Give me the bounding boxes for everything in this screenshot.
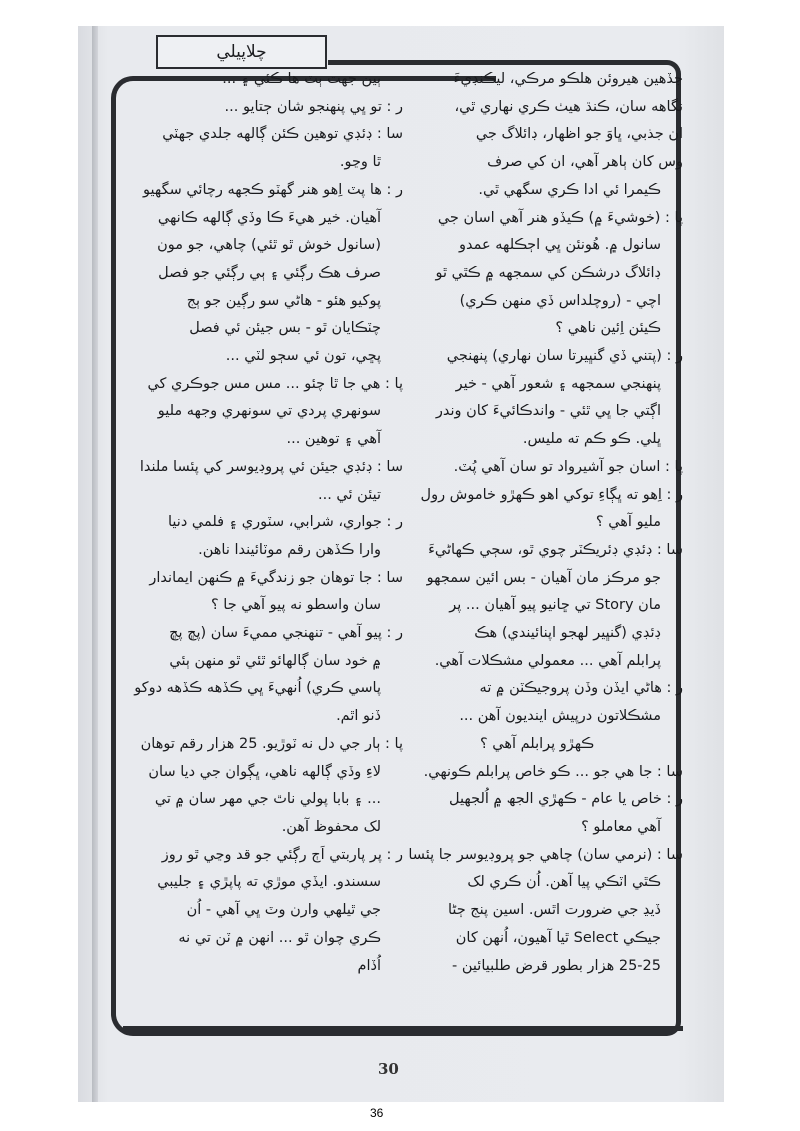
section-title: چلاپيلي [216, 42, 267, 62]
text-line: 25-25 هزار بطور قرض طلبيائين - [452, 957, 661, 974]
text-line: سا : (نرمي سان) چاهي جو پروڊيوسر جا پئسا [408, 846, 683, 863]
section-title-tab [156, 35, 327, 69]
text-line: سونهري پردي تي سونهري وجهه مليو [157, 403, 381, 420]
text-line: جڏهين هيروئن هلڪو مرڪي، ليڪنڊيءَ [453, 71, 683, 87]
text-line: ۾ خود سان ڳالهائو ٿئي ٿو منهن ٻئي [169, 652, 381, 669]
text-line: آهي ۽ توهين ... [286, 431, 381, 448]
text-line: صرف هڪ رڳئي ۽ ٻي رڳئي جو فصل [158, 264, 381, 281]
text-line: جو مرڪز مان آهيان - بس ائين سمجهو [426, 569, 661, 586]
text-line: وارا ڪڏهن رقم موٽائيندا ناهن. [198, 541, 381, 558]
text-line: اچي - (روچلداس ڏي منهن ڪري) [459, 292, 661, 309]
text-line: ان جذبي، ڀاوَ جو اظهار، ڊائلاگ جي [475, 126, 683, 143]
text-line: ر : هاڻي ايڏن وڏن پروجيڪٽن ۾ ته [479, 680, 683, 697]
text-line: ر : اِهو ته ڀڳاءِ توکي اهو ڪهڙو خاموش رول [420, 486, 683, 503]
page-frame-top [328, 60, 418, 65]
text-line: ڏنو اٿم. [336, 708, 381, 725]
text-line: مان Story تي ڇانيو پيو آهيان ... پر [449, 597, 661, 614]
text-line: پڇي، تون ئي سڄو لٽي ... [225, 348, 381, 365]
text-line: ڪيمرا ئي ادا ڪري سگهي ٿي. [478, 181, 661, 198]
book-spine-shadow [92, 26, 98, 1102]
document-page-number: 36 [370, 1106, 384, 1120]
page-frame-bottom [123, 1026, 683, 1031]
text-line: لک محفوظ آهن. [281, 818, 381, 835]
text-line: اڳتي جا ڀي ٿئي - واندڪائيءَ کان وندر [435, 403, 661, 420]
text-line: پا : اسان جو آشيرواد تو سان آهي پُٽ. [453, 458, 683, 475]
text-line: پنهنجي سمجهه ۽ شعور آهي - خير [455, 375, 661, 392]
text-line: پاسي ڪري) اُنهيءَ ڀي ڪڏهه ڪڏهه دوکو [134, 680, 381, 697]
text-line: آهي معاملو ؟ [581, 818, 661, 835]
text-line: ر : جواري، شرابي، سٽوري ۽ فلمي دنيا [168, 514, 403, 531]
magazine-page-number: 30 [378, 1060, 399, 1078]
text-line: ڪهڙو پرابلم آهي ؟ [479, 735, 595, 752]
text-line: سا : ڊئڊي ڊئريڪٽر چوي ٿو، سڄي ڪهاڻيءَ [428, 541, 683, 558]
text-line: ڏيڍ جي ضرورت اٿس. اسين پنج ڄڻا [447, 902, 661, 919]
text-line: مشڪلاتون درپيش اينديون آهن ... [459, 708, 661, 725]
text-line: تيئن ئي ... [318, 486, 381, 503]
text-line: ر : ها پٽ اِهو هنر گهٽو ڪجهه رچائي سگهيو [143, 181, 403, 198]
text-line: پا : هي جا ٿا چئو ... مس مس جوڪري کي [147, 375, 403, 392]
text-line: سسندو. ايڏي موڙي ته پاپڙي ۽ جليبي [157, 874, 381, 891]
text-line: ر : پيو آهي - تنهنجي مميءَ سان (پڇ پڇ [169, 625, 403, 642]
text-line: ڪٿي اٽڪي پيا آهن. اُن ڪري لک [467, 874, 661, 891]
text-line: سا : جا توهان جو زندگيءَ ۾ ڪنهن ايماندار [149, 569, 403, 586]
text-line: چٽڪايان ٿو - بس جيئن ئي فصل [189, 320, 381, 337]
text-line: پا : ٻار جي دل نه ٽوڙيو. 25 هزار رقم توهان [140, 735, 403, 752]
right-text-column [408, 66, 683, 980]
text-line: ر : (پتني ڏي گنڀيرتا سان نهاري) پنهنجي [446, 348, 683, 365]
text-line: ڀلي. ڪو ڪم ته مليس. [522, 431, 661, 448]
text-line: (سانول خوش ٿو ٿئي) چاهي، جو مون [157, 237, 381, 254]
text-line: ڪيئن اِئين ناهي ؟ [555, 320, 661, 337]
text-line: پا : (خوشيءَ ۾) ڪيڏو هنر آهي اسان جي [437, 209, 683, 226]
left-text-column [118, 66, 403, 980]
text-line: سا : جا هي جو ... ڪو خاص پرابلم ڪونهي. [423, 763, 683, 780]
text-line: پرابلم آهي ... معمولي مشڪلات آهي. [434, 652, 661, 669]
text-line: جيڪي Select ٿيا آهيون، اُنهن کان [455, 929, 661, 946]
text-line: سا : ڊئڊي توهين ڪئن ڳالهه جلدي جهٽي [162, 126, 403, 143]
text-line: ڪري چوان ٿو ... انهن ۾ ٽن تي نه [178, 929, 381, 946]
text-line: سان واسطو نه پيو آهي جا ؟ [211, 597, 381, 614]
text-line: سا : ڊئڊي جيئن ئي پروڊيوسر کي پئسا ملندا [139, 458, 403, 475]
text-line: مليو آهي ؟ [595, 514, 661, 531]
text-line: ر : پر پاربتي اَڄ رڳئي جو قد وڃي ٿو روز [161, 846, 403, 863]
text-line: وس کان ٻاهر آهي، ان کي صرف [487, 154, 683, 171]
text-line: لاءِ وڏي ڳالهه ناهي، ڀڳوان جي ديا سان [148, 763, 381, 780]
scanned-page [78, 26, 724, 1102]
text-line: ... ۽ بابا پولي ناٿ جي مهر سان ۾ تي [154, 791, 381, 808]
text-line: اُڏام [357, 957, 381, 974]
text-line: ڊئڊي (گنڀير لهجو اپنائيندي) هڪ [474, 625, 661, 642]
text-line: ٿا وڃو. [339, 154, 381, 171]
text-line: نگاهه سان، ڪنڌ هيٺ ڪري نهاري ٿي، [454, 98, 683, 115]
text-line: جي ٿيلهي وارن وٽ ڀي آهي - اُن [186, 902, 381, 919]
text-line: ر : تو ڀي پنهنجو شان ڄتايو ... [224, 98, 403, 115]
text-line: ر : خاص يا عام - ڪهڙي الجھ ۾ اُلجهيل [449, 791, 683, 808]
text-line: آهيان. خير هيءَ ڪا وڏي ڳالهه ڪانهي [157, 209, 381, 226]
text-line: پوکيو هئو - هاڻي سو رڳين جو ٻج [186, 292, 381, 309]
text-line: سانول ۾. هُونئن ڀي اڄڪلهه عمدو [459, 237, 661, 254]
text-line: ٻين جهت ٻٽ ها ڪئي ۽ ... [222, 71, 381, 87]
text-line: ڊائلاگ درشڪن کي سمجهه ۾ ڪٿي ٿو [435, 264, 661, 281]
